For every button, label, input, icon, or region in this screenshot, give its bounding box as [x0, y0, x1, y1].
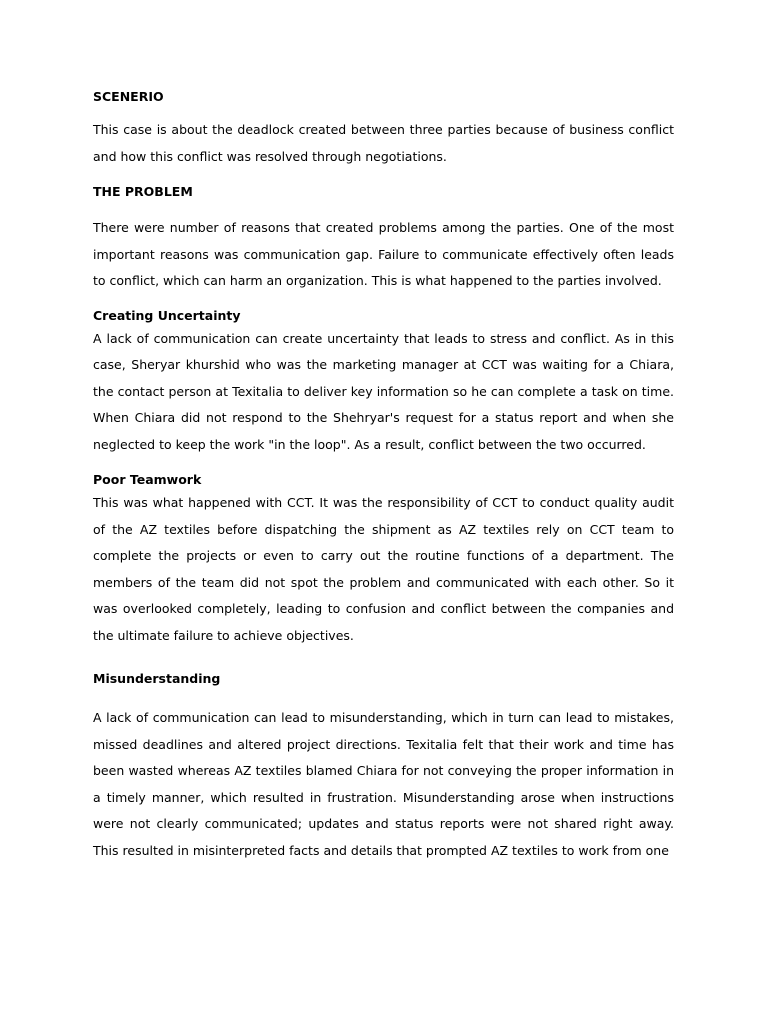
section-heading-creating-uncertainty: Creating Uncertainty	[93, 307, 241, 323]
section-heading-misunderstanding: Misunderstanding	[93, 671, 221, 686]
section-paragraph-scenario: This case is about the deadlock created between three parties because of business conflict and how this conflict was resolved through negotiations.	[93, 122, 674, 164]
section-paragraph-poor-teamwork: This was what happened with CCT. It was the responsibility of CCT to conduct quality audit of the AZ textiles before dispatching the shipment as AZ textiles rely on CCT team to complete the projects or even to carry out the routine functions of a department. The members of the team did not spot the problem and communicated with each other. So it was overlooked completely, leading to confusion and conflict between the companies and the ultimate failure to achieve objectives.	[93, 495, 674, 643]
document-body	[93, 87, 674, 864]
section-heading-scenario: SCENERIO	[93, 89, 164, 104]
section-paragraph-problem: There were number of reasons that created problems among the parties. One of the most important reasons was communication gap. Failure to communicate effectively often leads to conflict, which can harm an organization. This is what happened to the parties involved.	[93, 220, 674, 288]
section-paragraph-misunderstanding: A lack of communication can lead to misunderstanding, which in turn can lead to mistakes, missed deadlines and altered project directions. Texitalia felt that their work and time has been wasted whereas AZ textiles blamed Chiara for not conveying the proper information in a timely manner, which resulted in frustration. Misunderstanding arose when instructions were not clearly communicated; updates and status reports were not shared right away. This resulted in misinterpreted facts and details that prompted AZ textiles to work from one	[93, 710, 674, 858]
section-heading-poor-teamwork: Poor Teamwork	[93, 472, 202, 487]
section-paragraph-creating-uncertainty: A lack of communication can create uncertainty that leads to stress and conflict. As in this case, Sheryar khurshid who was the marketing manager at CCT was waiting for a Chiara, the contact person at Texitalia to deliver key information so he can complete a task on time. When Chiara did not respond to the Shehryar's request for a status report and when she neglected to keep the work "in the loop". As a result, conflict between the two occurred.	[93, 330, 674, 452]
section-heading-problem: THE PROBLEM	[93, 184, 193, 199]
